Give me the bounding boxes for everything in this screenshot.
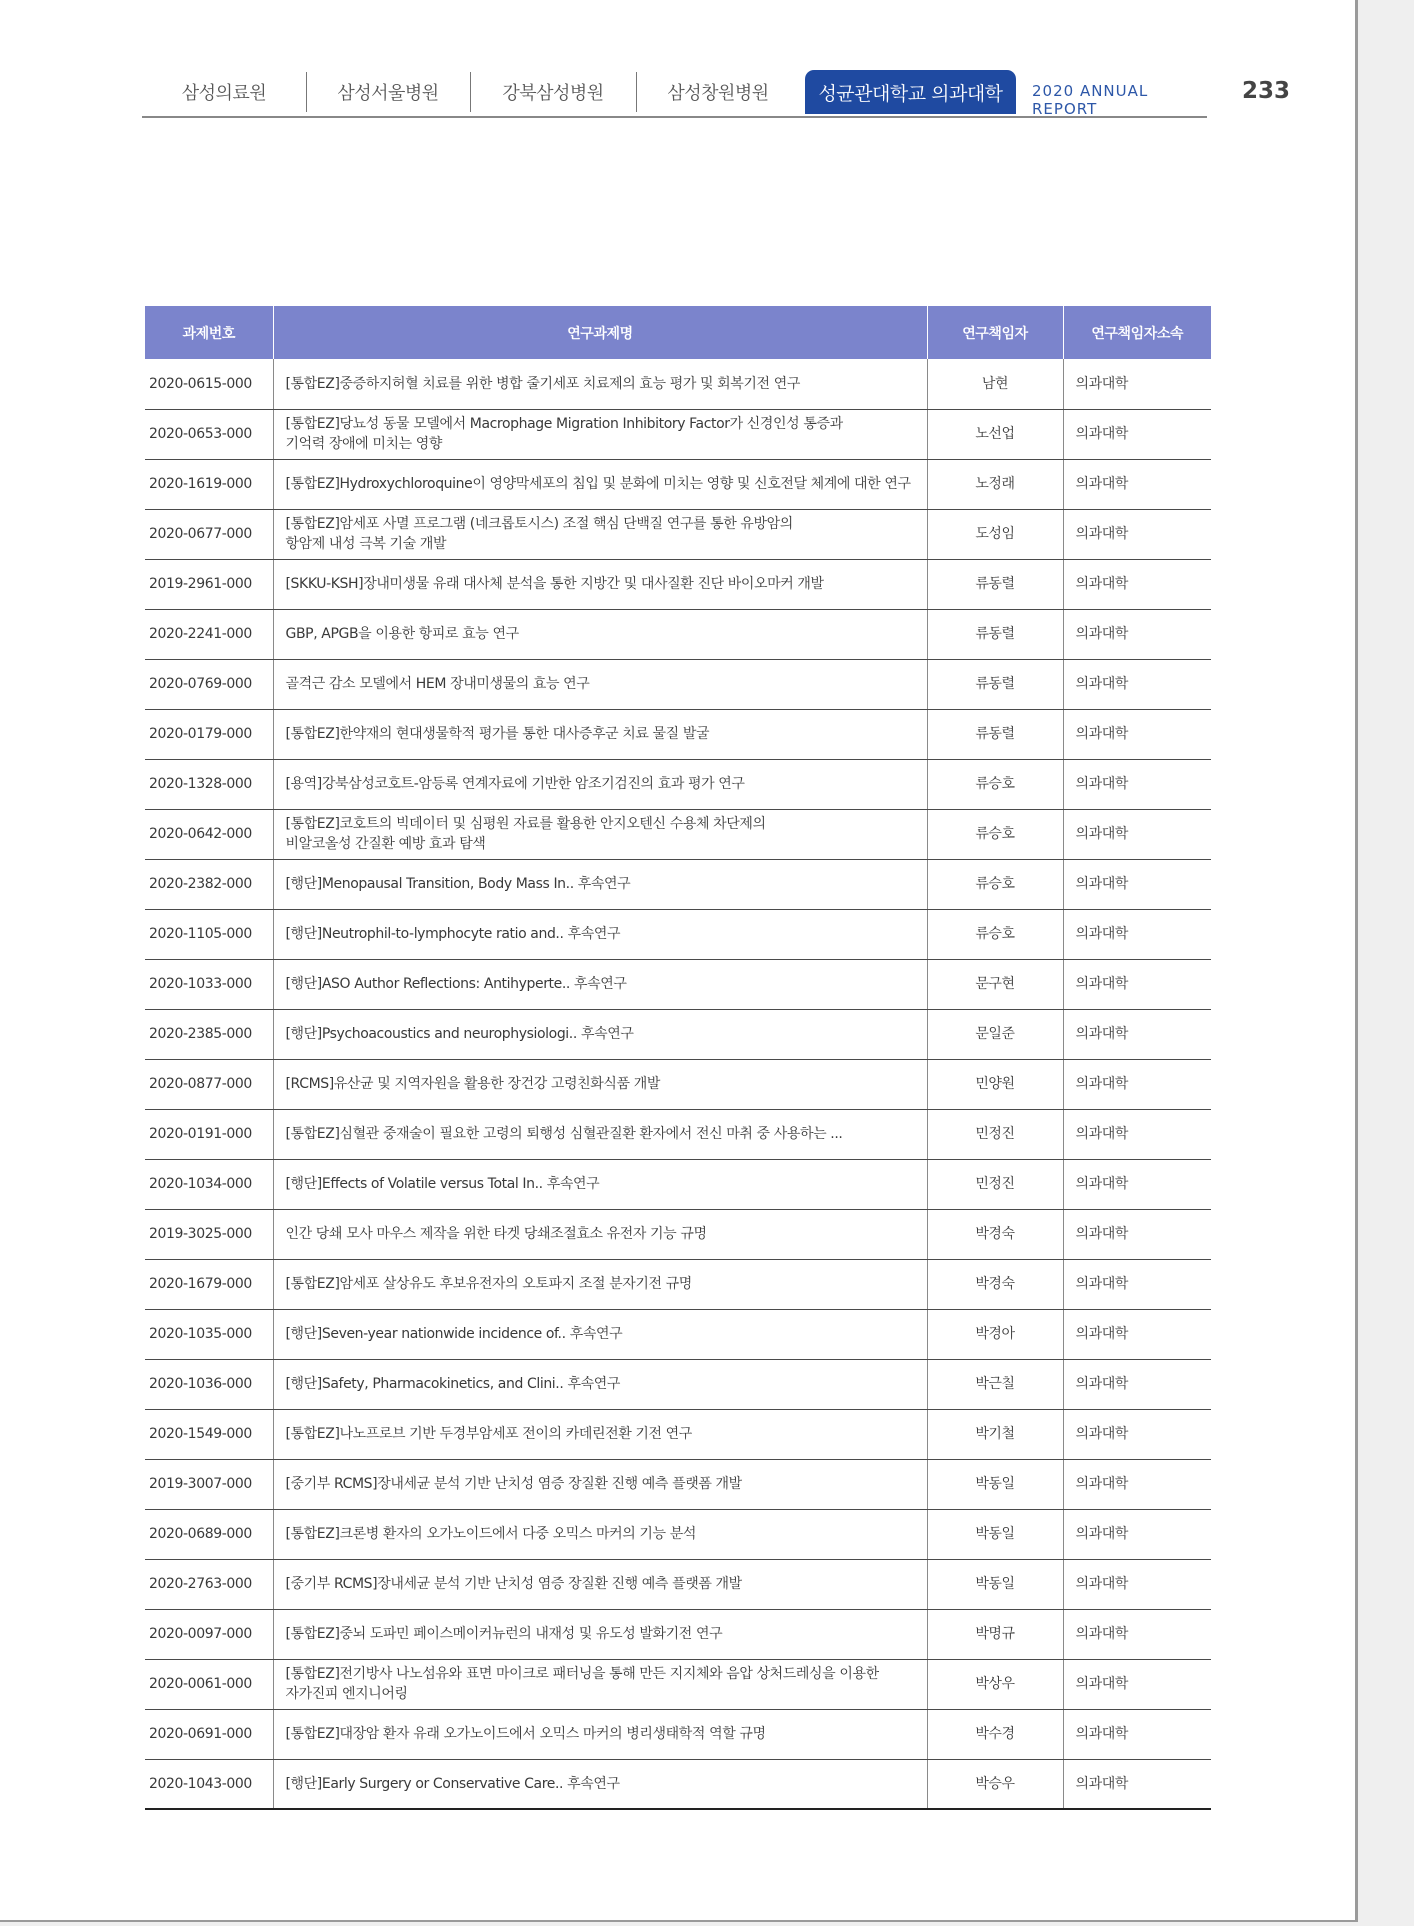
project-number-cell: 2020-0877-000: [145, 1059, 273, 1109]
affiliation-cell: 의과대학: [1063, 1259, 1211, 1309]
project-number-cell: 2020-1328-000: [145, 759, 273, 809]
project-number-cell: 2020-2241-000: [145, 609, 273, 659]
table-row: [145, 459, 1211, 509]
project-number-cell: 2020-0615-000: [145, 359, 273, 409]
project-title-cell: [273, 759, 927, 809]
table-row: [145, 959, 1211, 1009]
affiliation-cell: 의과대학: [1063, 1559, 1211, 1609]
project-title-cell: [273, 1459, 927, 1509]
table-row: [145, 1459, 1211, 1509]
project-title-cell: [273, 1509, 927, 1559]
project-title-cell: [273, 409, 927, 459]
project-title-line: 기억력 장애에 미치는 영향: [285, 436, 443, 452]
principal-investigator-cell: 박동일: [927, 1559, 1063, 1609]
project-title-cell: [273, 559, 927, 609]
affiliation-cell: 의과대학: [1063, 409, 1211, 459]
project-title-line: [용역]강북삼성코호트-암등록 연계자료에 기반한 암조기검진의 효과 평가 연구: [285, 776, 745, 792]
project-title-cell: [273, 1659, 927, 1709]
project-title-cell: [273, 1359, 927, 1409]
project-title-cell: [273, 1409, 927, 1459]
table-row: [145, 359, 1211, 409]
table-row: [145, 1659, 1211, 1709]
principal-investigator-cell: 문구현: [927, 959, 1063, 1009]
principal-investigator-cell: 노선업: [927, 409, 1063, 459]
affiliation-cell: 의과대학: [1063, 1709, 1211, 1759]
annual-report-label: 2020 ANNUAL REPORT: [1032, 82, 1149, 118]
project-number-cell: 2020-0691-000: [145, 1709, 273, 1759]
principal-investigator-cell: 박경숙: [927, 1259, 1063, 1309]
project-title-line: [행단]Psychoacoustics and neurophysiologi.. 후속연구: [285, 1026, 634, 1042]
table-row: [145, 1759, 1211, 1809]
project-title-cell: [273, 609, 927, 659]
project-title-line: [통합EZ]코호트의 빅데이터 및 심평원 자료를 활용한 안지오텐신 수용체 차단제의: [285, 816, 766, 832]
project-number-cell: 2020-0677-000: [145, 509, 273, 559]
project-title-cell: [273, 909, 927, 959]
project-title-line: [통합EZ]전기방사 나노섬유와 표면 마이크로 패터닝을 통해 만든 지지체와 음압 상처드레싱을 이용한: [285, 1666, 879, 1682]
table-body: [145, 359, 1211, 1809]
affiliation-cell: 의과대학: [1063, 859, 1211, 909]
project-title-line: [통합EZ]암세포 사멸 프로그램 (네크롭토시스) 조절 핵심 단백질 연구를 통한 유방암의: [285, 516, 793, 532]
project-number-cell: 2020-1043-000: [145, 1759, 273, 1809]
principal-investigator-cell: 박명규: [927, 1609, 1063, 1659]
principal-investigator-cell: 남현: [927, 359, 1063, 409]
affiliation-cell: 의과대학: [1063, 1609, 1211, 1659]
principal-investigator-cell: 민정진: [927, 1159, 1063, 1209]
project-number-cell: 2020-1619-000: [145, 459, 273, 509]
project-title-cell: [273, 659, 927, 709]
project-title-cell: [273, 1159, 927, 1209]
table-row: [145, 1509, 1211, 1559]
project-number-cell: 2020-1035-000: [145, 1309, 273, 1359]
table-row: [145, 1609, 1211, 1659]
project-number-cell: 2020-2763-000: [145, 1559, 273, 1609]
project-title-line: [통합EZ]한약재의 현대생물학적 평가를 통한 대사증후군 치료 물질 발굴: [285, 726, 710, 742]
table-row: [145, 1559, 1211, 1609]
project-number-cell: 2019-2961-000: [145, 559, 273, 609]
principal-investigator-cell: 류승호: [927, 809, 1063, 859]
project-title-cell: [273, 459, 927, 509]
table-row: [145, 609, 1211, 659]
project-title-line: [통합EZ]당뇨성 동물 모델에서 Macrophage Migration Inhibitory Factor가 신경인성 통증과: [285, 416, 843, 432]
principal-investigator-cell: 민정진: [927, 1109, 1063, 1159]
tab-samsung-seoul-hospital[interactable]: 삼성서울병원: [306, 72, 471, 112]
project-title-line: [행단]ASO Author Reflections: Antihyperte.. 후속연구: [285, 976, 627, 992]
project-title-cell: [273, 1259, 927, 1309]
project-number-cell: 2020-0097-000: [145, 1609, 273, 1659]
project-title-cell: [273, 359, 927, 409]
principal-investigator-cell: 박상우: [927, 1659, 1063, 1709]
project-title-line: 골격근 감소 모델에서 HEM 장내미생물의 효능 연구: [285, 676, 590, 692]
table-row: [145, 809, 1211, 859]
affiliation-cell: 의과대학: [1063, 659, 1211, 709]
page-number: 233: [1242, 78, 1291, 104]
principal-investigator-cell: 박근칠: [927, 1359, 1063, 1409]
principal-investigator-cell: 박수경: [927, 1709, 1063, 1759]
project-title-cell: [273, 1609, 927, 1659]
project-title-cell: [273, 1109, 927, 1159]
project-title-line: [통합EZ]Hydroxychloroquine이 영양막세포의 침입 및 분화에 미치는 영향 및 신호전달 체계에 대한 연구: [285, 476, 911, 492]
table-row: [145, 409, 1211, 459]
affiliation-cell: 의과대학: [1063, 359, 1211, 409]
affiliation-cell: 의과대학: [1063, 1359, 1211, 1409]
principal-investigator-cell: 류동렬: [927, 609, 1063, 659]
table-row: [145, 859, 1211, 909]
header-project-title: 연구과제명: [273, 306, 927, 359]
project-title-cell: [273, 959, 927, 1009]
project-number-cell: 2019-3007-000: [145, 1459, 273, 1509]
project-title-line: [중기부 RCMS]장내세균 분석 기반 난치성 염증 장질환 진행 예측 플랫폼 개발: [285, 1476, 742, 1492]
project-title-line: [통합EZ]암세포 살상유도 후보유전자의 오토파지 조절 분자기전 규명: [285, 1276, 692, 1292]
affiliation-cell: 의과대학: [1063, 1109, 1211, 1159]
table-header-row: [145, 306, 1211, 359]
project-number-cell: 2020-1036-000: [145, 1359, 273, 1409]
principal-investigator-cell: 노정래: [927, 459, 1063, 509]
affiliation-cell: 의과대학: [1063, 459, 1211, 509]
tab-skku-medicine[interactable]: 성균관대학교 의과대학: [805, 70, 1016, 114]
project-title-line: [통합EZ]중뇌 도파민 페이스메이커뉴런의 내재성 및 유도성 발화기전 연구: [285, 1626, 723, 1642]
header-pi-affiliation: 연구책임자소속: [1063, 306, 1211, 359]
affiliation-cell: 의과대학: [1063, 1309, 1211, 1359]
project-title-cell: [273, 1209, 927, 1259]
affiliation-cell: 의과대학: [1063, 1409, 1211, 1459]
affiliation-cell: 의과대학: [1063, 959, 1211, 1009]
project-title-line: 인간 당쇄 모사 마우스 제작을 위한 타겟 당쇄조절효소 유전자 기능 규명: [285, 1226, 707, 1242]
principal-investigator-cell: 도성임: [927, 509, 1063, 559]
project-title-line: [SKKU-KSH]장내미생물 유래 대사체 분석을 통한 지방간 및 대사질환 진단 바이오마커 개발: [285, 576, 824, 592]
principal-investigator-cell: 류동렬: [927, 709, 1063, 759]
principal-investigator-cell: 류동렬: [927, 559, 1063, 609]
table-row: [145, 559, 1211, 609]
table-row: [145, 659, 1211, 709]
project-number-cell: 2020-0179-000: [145, 709, 273, 759]
project-title-cell: [273, 809, 927, 859]
table-row: [145, 1309, 1211, 1359]
affiliation-cell: 의과대학: [1063, 559, 1211, 609]
project-title-cell: [273, 509, 927, 559]
project-title-line: [통합EZ]나노프로브 기반 두경부암세포 전이의 카데린전환 기전 연구: [285, 1426, 692, 1442]
affiliation-cell: 의과대학: [1063, 1159, 1211, 1209]
table-row: [145, 1259, 1211, 1309]
affiliation-cell: 의과대학: [1063, 1759, 1211, 1809]
affiliation-cell: 의과대학: [1063, 1459, 1211, 1509]
affiliation-cell: 의과대학: [1063, 609, 1211, 659]
affiliation-cell: 의과대학: [1063, 1009, 1211, 1059]
table-row: [145, 709, 1211, 759]
principal-investigator-cell: 박동일: [927, 1509, 1063, 1559]
project-title-line: [통합EZ]대장암 환자 유래 오가노이드에서 오믹스 마커의 병리생태학적 역할 규명: [285, 1726, 766, 1742]
project-title-line: GBP, APGB을 이용한 항피로 효능 연구: [285, 626, 519, 642]
project-title-line: [행단]Menopausal Transition, Body Mass In.. 후속연구: [285, 876, 631, 892]
table-row: [145, 1159, 1211, 1209]
project-title-line: [통합EZ]심혈관 중재술이 필요한 고령의 퇴행성 심혈관질환 환자에서 전신 마취 중 사용하는 ...: [285, 1126, 843, 1142]
project-title-line: [행단]Safety, Pharmacokinetics, and Clini.. 후속연구: [285, 1376, 620, 1392]
project-title-line: [중기부 RCMS]장내세균 분석 기반 난치성 염증 장질환 진행 예측 플랫폼 개발: [285, 1576, 742, 1592]
table-row: [145, 1059, 1211, 1109]
project-title-cell: [273, 1559, 927, 1609]
project-title-line: 비알코올성 간질환 예방 효과 탐색: [285, 836, 486, 852]
header-principal-investigator: 연구책임자: [927, 306, 1063, 359]
project-title-line: [행단]Neutrophil-to-lymphocyte ratio and.. 후속연구: [285, 926, 621, 942]
project-number-cell: 2020-2382-000: [145, 859, 273, 909]
table-row: [145, 1409, 1211, 1459]
table-row: [145, 1109, 1211, 1159]
project-title-line: 자가진피 엔지니어링: [285, 1686, 408, 1702]
principal-investigator-cell: 박경숙: [927, 1209, 1063, 1259]
table-row: [145, 909, 1211, 959]
project-title-cell: [273, 709, 927, 759]
table-row: [145, 1009, 1211, 1059]
principal-investigator-cell: 민양원: [927, 1059, 1063, 1109]
tab-samsung-medical-center[interactable]: 삼성의료원: [142, 72, 307, 112]
principal-investigator-cell: 류동렬: [927, 659, 1063, 709]
project-title-cell: [273, 859, 927, 909]
affiliation-cell: 의과대학: [1063, 1509, 1211, 1559]
project-number-cell: 2020-1679-000: [145, 1259, 273, 1309]
project-number-cell: 2020-0653-000: [145, 409, 273, 459]
project-number-cell: 2020-0769-000: [145, 659, 273, 709]
affiliation-cell: 의과대학: [1063, 1059, 1211, 1109]
table-row: [145, 1359, 1211, 1409]
project-title-line: [행단]Effects of Volatile versus Total In.. 후속연구: [285, 1176, 600, 1192]
research-projects-table: [145, 306, 1211, 1810]
project-title-cell: [273, 1009, 927, 1059]
project-number-cell: 2020-0061-000: [145, 1659, 273, 1709]
project-title-cell: [273, 1759, 927, 1809]
principal-investigator-cell: 박경아: [927, 1309, 1063, 1359]
header-nav: [142, 70, 1207, 118]
affiliation-cell: 의과대학: [1063, 759, 1211, 809]
project-number-cell: 2020-0689-000: [145, 1509, 273, 1559]
project-title-line: 항암제 내성 극복 기술 개발: [285, 536, 447, 552]
principal-investigator-cell: 박기철: [927, 1409, 1063, 1459]
project-number-cell: 2019-3025-000: [145, 1209, 273, 1259]
header-project-number: 과제번호: [145, 306, 273, 359]
project-title-line: [통합EZ]중증하지허혈 치료를 위한 병합 줄기세포 치료제의 효능 평가 및 회복기전 연구: [285, 375, 800, 392]
affiliation-cell: 의과대학: [1063, 1659, 1211, 1709]
principal-investigator-cell: 박승우: [927, 1759, 1063, 1809]
project-title-cell: [273, 1309, 927, 1359]
project-title-line: [행단]Seven-year nationwide incidence of.. 후속연구: [285, 1326, 623, 1342]
tab-samsung-changwon-hospital[interactable]: 삼성창원병원: [667, 83, 769, 104]
principal-investigator-cell: 류승호: [927, 909, 1063, 959]
project-number-cell: 2020-1105-000: [145, 909, 273, 959]
affiliation-cell: 의과대학: [1063, 809, 1211, 859]
project-number-cell: 2020-0642-000: [145, 809, 273, 859]
table-row: [145, 509, 1211, 559]
project-number-cell: 2020-1034-000: [145, 1159, 273, 1209]
project-title-line: [행단]Early Surgery or Conservative Care.. 후속연구: [285, 1775, 620, 1792]
tab-kangbuk-samsung-hospital[interactable]: 강북삼성병원: [470, 72, 637, 112]
affiliation-cell: 의과대학: [1063, 1209, 1211, 1259]
affiliation-cell: 의과대학: [1063, 909, 1211, 959]
table-row: [145, 759, 1211, 809]
project-title-cell: [273, 1709, 927, 1759]
principal-investigator-cell: 류승호: [927, 759, 1063, 809]
affiliation-cell: 의과대학: [1063, 509, 1211, 559]
principal-investigator-cell: 류승호: [927, 859, 1063, 909]
project-number-cell: 2020-2385-000: [145, 1009, 273, 1059]
table-row: [145, 1209, 1211, 1259]
affiliation-cell: 의과대학: [1063, 709, 1211, 759]
project-title-line: [통합EZ]크론병 환자의 오가노이드에서 다중 오믹스 마커의 기능 분석: [285, 1526, 696, 1542]
project-number-cell: 2020-0191-000: [145, 1109, 273, 1159]
project-number-cell: 2020-1033-000: [145, 959, 273, 1009]
project-title-cell: [273, 1059, 927, 1109]
project-number-cell: 2020-1549-000: [145, 1409, 273, 1459]
principal-investigator-cell: 문일준: [927, 1009, 1063, 1059]
table-row: [145, 1709, 1211, 1759]
project-title-line: [RCMS]유산균 및 지역자원을 활용한 장건강 고령친화식품 개발: [285, 1076, 660, 1092]
principal-investigator-cell: 박동일: [927, 1459, 1063, 1509]
